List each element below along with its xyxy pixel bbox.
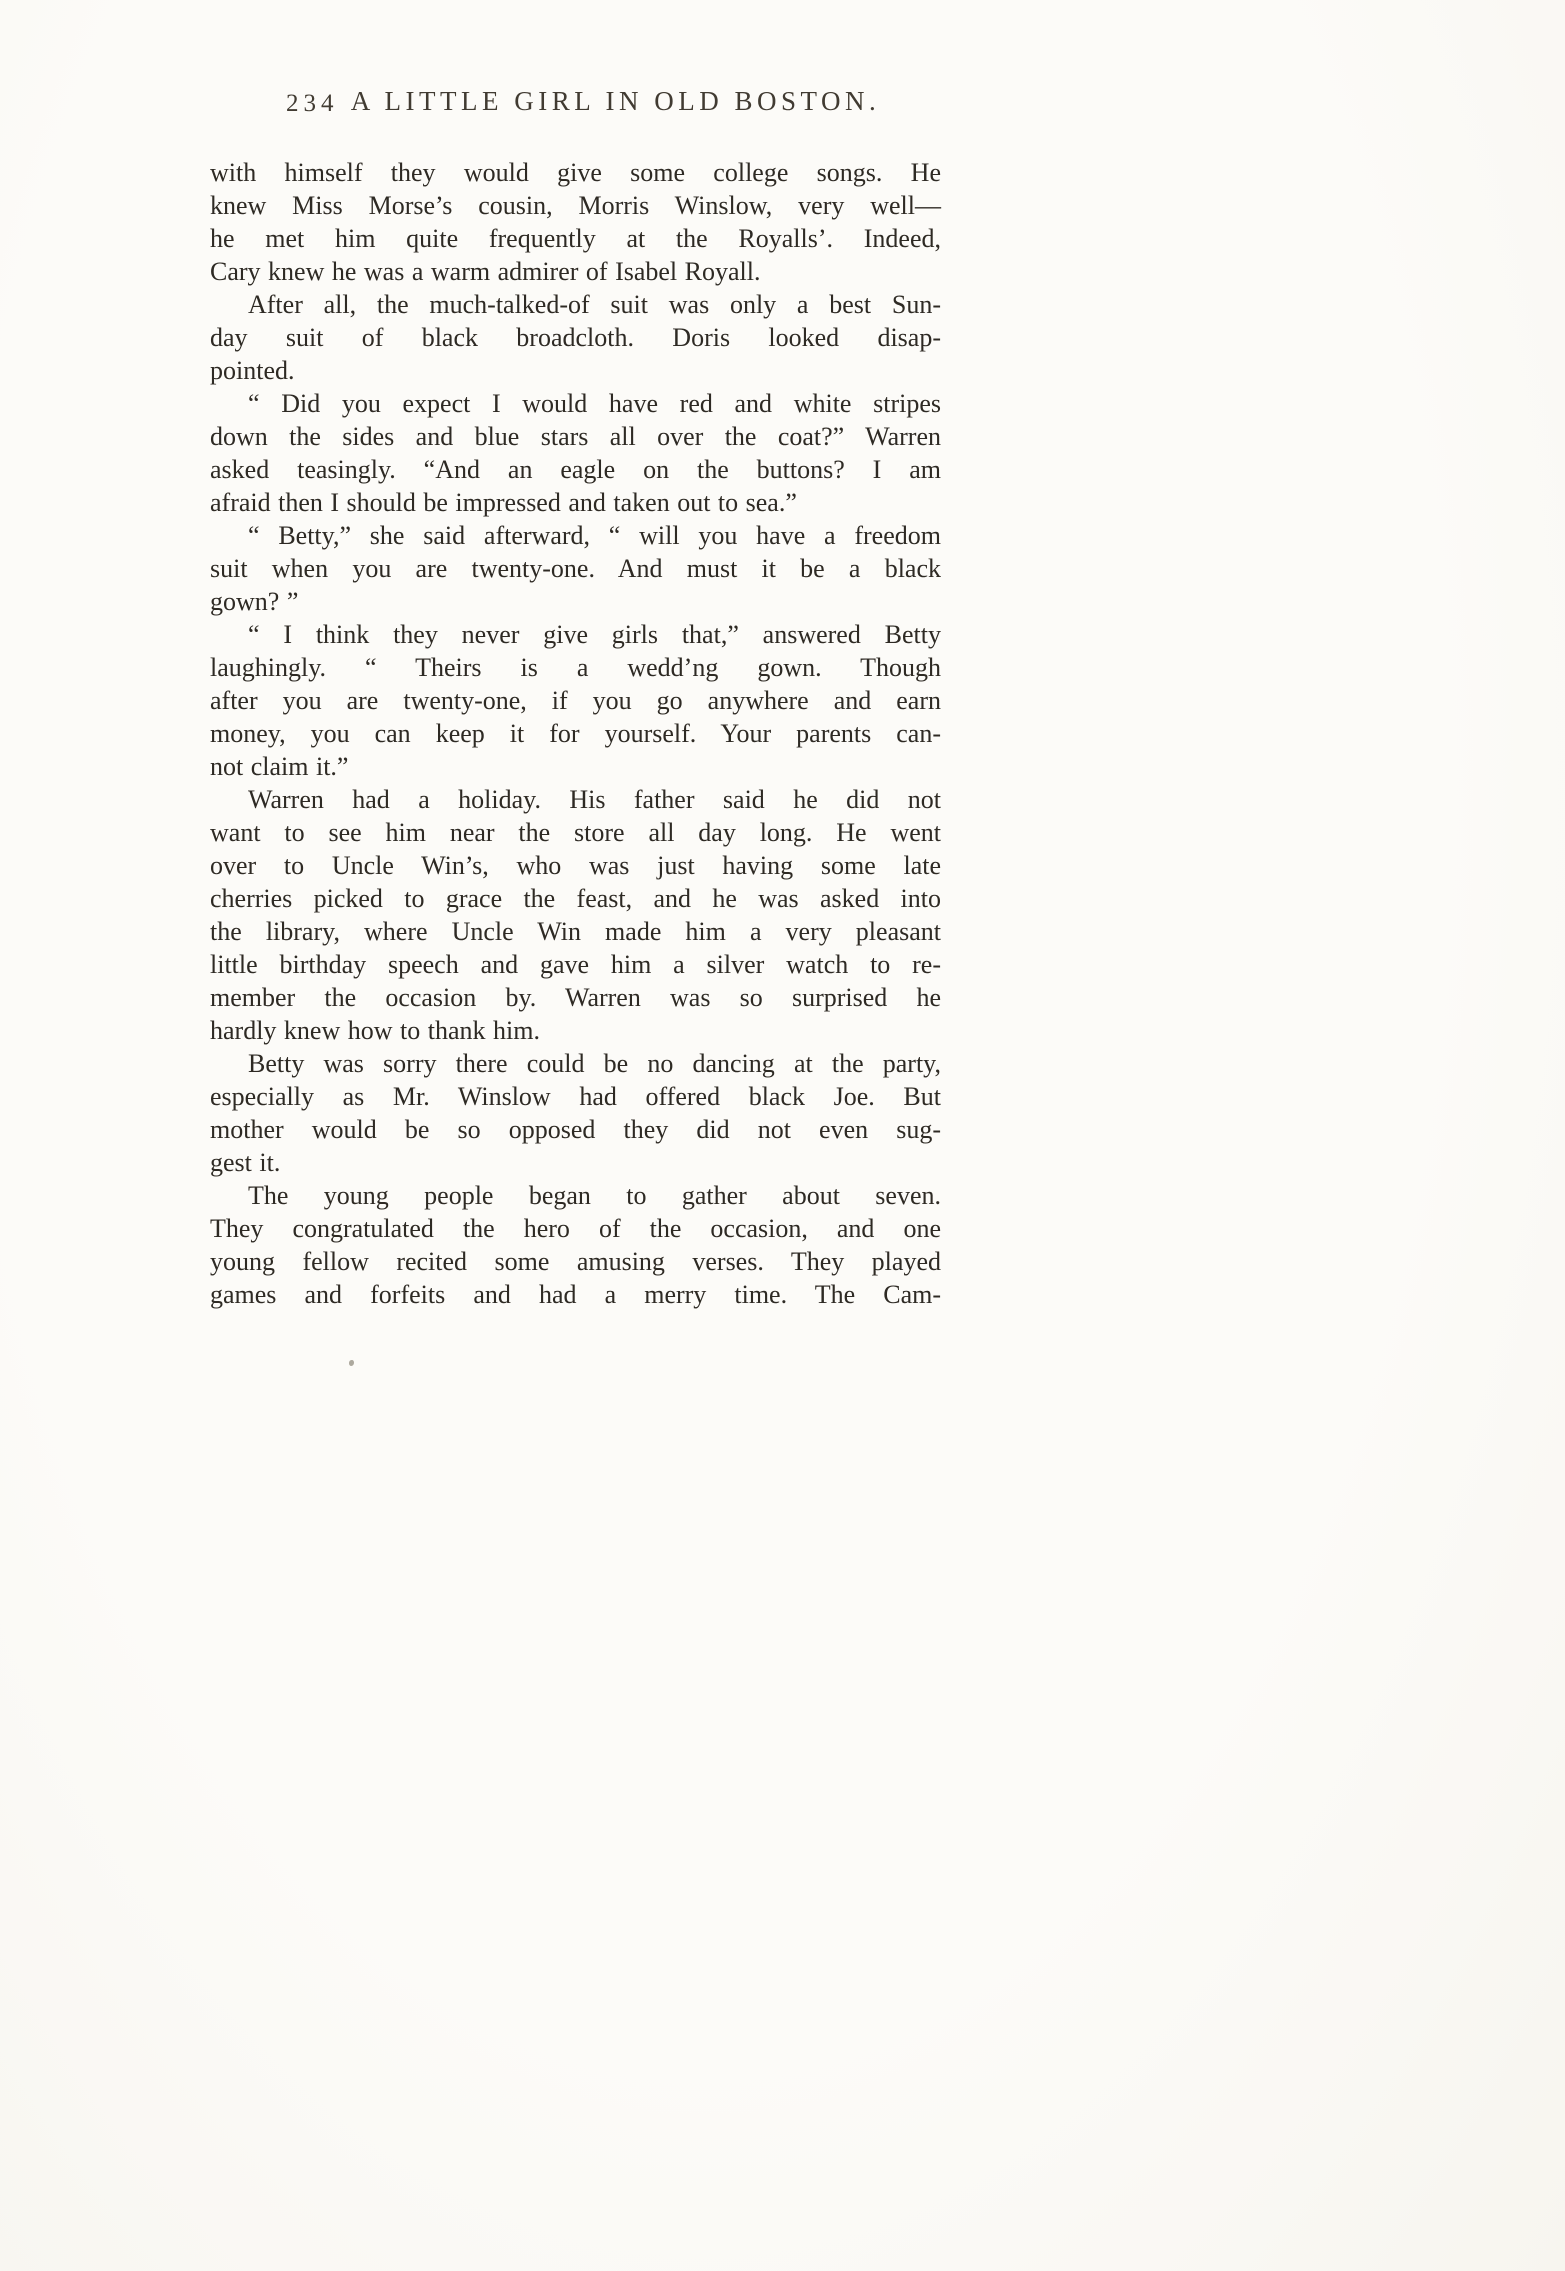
text-line: day suit of black broadcloth. Doris looked disap-: [210, 323, 941, 352]
text-line: knew Miss Morse’s cousin, Morris Winslow, very well—: [210, 191, 941, 220]
text-line: want to see him near the store all day long. He went: [210, 818, 941, 847]
text-line: not claim it.”: [210, 752, 349, 781]
text-line: after you are twenty-one, if you go anywhere and earn: [210, 686, 941, 715]
text-line: money, you can keep it for yourself. Your parents can-: [210, 719, 941, 748]
text-line: afraid then I should be impressed and taken out to sea.”: [210, 488, 797, 517]
running-header: [210, 86, 941, 122]
body-text: [210, 156, 941, 1311]
text-line: young fellow recited some amusing verses. They played: [210, 1247, 941, 1276]
text-line: with himself they would give some college songs. He: [210, 158, 941, 187]
text-line: suit when you are twenty-one. And must it be a black: [210, 554, 941, 583]
header-title: A LITTLE GIRL IN OLD BOSTON.: [350, 86, 881, 116]
text-line: “ Did you expect I would have red and white stripes: [248, 389, 941, 418]
text-line: Betty was sorry there could be no dancing at the party,: [248, 1049, 941, 1078]
text-line: They congratulated the hero of the occasion, and one: [210, 1214, 941, 1243]
text-line: especially as Mr. Winslow had offered black Joe. But: [210, 1082, 941, 1111]
text-line: hardly knew how to thank him.: [210, 1016, 540, 1045]
text-line: laughingly. “ Theirs is a wedd’ng gown. Though: [210, 653, 941, 682]
text-block: [210, 86, 941, 1311]
text-line: over to Uncle Win’s, who was just having some late: [210, 851, 941, 880]
text-line: games and forfeits and had a merry time. The Cam-: [210, 1280, 941, 1309]
text-line: he met him quite frequently at the Royalls’. Indeed,: [210, 224, 941, 253]
text-line: gown? ”: [210, 587, 299, 616]
text-line: member the occasion by. Warren was so surprised he: [210, 983, 941, 1012]
text-line: “ Betty,” she said afterward, “ will you have a freedom: [248, 521, 941, 550]
text-line: little birthday speech and gave him a silver watch to re-: [210, 950, 941, 979]
text-line: gest it.: [210, 1148, 281, 1177]
text-line: down the sides and blue stars all over the coat?” Warren: [210, 422, 941, 451]
scan-speck: [349, 1360, 354, 1366]
text-line: pointed.: [210, 356, 295, 385]
text-line: mother would be so opposed they did not even sug-: [210, 1115, 941, 1144]
text-line: asked teasingly. “And an eagle on the buttons? I am: [210, 455, 941, 484]
page-number: 234: [286, 90, 339, 117]
text-line: Cary knew he was a warm admirer of Isabel Royall.: [210, 257, 761, 286]
text-line: “ I think they never give girls that,” answered Betty: [248, 620, 941, 649]
text-line: The young people began to gather about seven.: [248, 1181, 941, 1210]
text-line: Warren had a holiday. His father said he did not: [248, 785, 941, 814]
text-line: After all, the much-talked-of suit was only a best Sun-: [248, 290, 941, 319]
text-line: cherries picked to grace the feast, and he was asked into: [210, 884, 941, 913]
text-line: the library, where Uncle Win made him a very pleasant: [210, 917, 941, 946]
